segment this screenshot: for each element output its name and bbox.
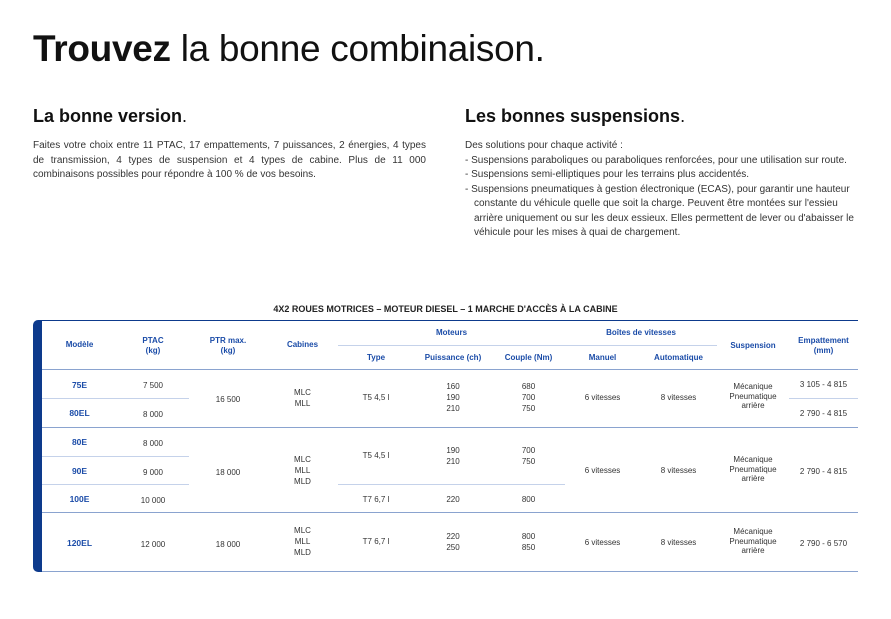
th-modele: Modèle xyxy=(65,340,94,349)
th-boites: Boîtes de vitesses xyxy=(606,328,676,337)
cabine-mlc: MLC xyxy=(294,526,311,535)
automatique-g2: 8 vitesses xyxy=(660,466,697,475)
left-title-text: La bonne version xyxy=(33,106,183,126)
suspension-line: Mécanique xyxy=(733,527,773,536)
cabine-mll: MLL xyxy=(294,399,311,408)
ptr-g2: 18 000 xyxy=(215,468,241,477)
suspension-line: Mécanique xyxy=(733,455,773,464)
couple-g2a xyxy=(492,445,565,467)
cabine-mld: MLD xyxy=(294,477,311,486)
type-g2a: T5 4,5 l xyxy=(362,451,390,460)
suspension-bullet: - Suspensions pneumatiques à gestion électronique (ECAS), pour garantir une hauteur constante du véhicule quelle que soit la charge. Peuvent être montées sur l'essieu arrière uniquement ou sur les deux essieux. Elles permettent de lever ou d'abaisser le véhicule pour les mises à quai de chargement. xyxy=(465,183,854,238)
th-ptr-unit: (kg) xyxy=(220,346,236,355)
puissance-g2a xyxy=(414,445,492,467)
suspension-g2 xyxy=(717,455,789,484)
ptr-g1: 16 500 xyxy=(215,395,241,404)
g1-bottom-border xyxy=(42,427,858,428)
th-ptac-label: PTAC xyxy=(142,336,164,345)
couple-g1 xyxy=(492,381,565,414)
th-ptr-label: PTR max. xyxy=(209,336,247,345)
suspension-bullet: - Suspensions semi-elliptiques pour les terrains plus accidentés. xyxy=(465,169,750,180)
th-ptr xyxy=(189,336,267,356)
cabine-mll: MLL xyxy=(294,537,311,546)
g2-row-divider-1 xyxy=(42,456,189,457)
type-g1: T5 4,5 l xyxy=(362,393,390,402)
suspension-line: Mécanique xyxy=(733,382,773,391)
th-cabines: Cabines xyxy=(286,340,319,349)
manuel-g3: 6 vitesses xyxy=(584,538,621,547)
couple-value: 850 xyxy=(521,543,536,552)
g1-row-divider xyxy=(42,398,189,399)
th-suspension: Suspension xyxy=(730,341,776,350)
g2-row-divider-2 xyxy=(42,484,189,485)
cabine-mll: MLL xyxy=(294,466,311,475)
th-manuel: Manuel xyxy=(588,353,617,362)
puissance-value: 210 xyxy=(446,404,460,413)
automatique-g3: 8 vitesses xyxy=(660,538,697,547)
puissance-value: 250 xyxy=(446,543,460,552)
th-automatique: Automatique xyxy=(654,353,703,362)
model-75e: 75E xyxy=(71,380,88,390)
headline-bold: Trouvez xyxy=(33,28,171,69)
empattement-75e: 3 105 - 4 815 xyxy=(799,380,848,389)
header-subline-boites xyxy=(565,345,717,346)
ptac-90e: 9 000 xyxy=(142,468,164,477)
puissance-g2b: 220 xyxy=(446,495,460,504)
suspension-line: Pneumatique xyxy=(729,536,777,546)
puissance-g1 xyxy=(414,381,492,414)
right-column-body xyxy=(465,139,865,241)
header-bottom-border xyxy=(42,369,858,370)
ptac-120el: 12 000 xyxy=(140,540,166,549)
cabine-mld: MLD xyxy=(294,548,311,557)
couple-value: 680 xyxy=(521,382,536,391)
headline-rest: la bonne combinaison. xyxy=(170,28,545,69)
g1-empattement-divider xyxy=(789,398,858,399)
right-title-text: Les bonnes suspensions xyxy=(465,106,681,126)
couple-g2b: 800 xyxy=(521,495,536,504)
ptac-80e: 8 000 xyxy=(142,439,164,448)
th-ptac-unit: (kg) xyxy=(145,346,161,355)
couple-g3 xyxy=(492,531,565,553)
empattement-g3: 2 790 - 6 570 xyxy=(799,539,848,548)
table-title: 4X2 ROUES MOTRICES – MOTEUR DIESEL – 1 MARCHE D'ACCÈS À LA CABINE xyxy=(273,304,618,314)
cabines-g1 xyxy=(267,387,338,409)
puissance-value: 190 xyxy=(446,446,460,455)
suspension-line: Pneumatique xyxy=(729,464,777,474)
specs-table xyxy=(33,320,858,572)
header-subline-moteurs xyxy=(338,345,565,346)
puissance-value: 210 xyxy=(446,457,460,466)
th-empattement-label: Empattement xyxy=(798,336,849,345)
ptr-g3: 18 000 xyxy=(215,540,241,549)
couple-value: 700 xyxy=(521,446,536,455)
th-ptac xyxy=(117,336,189,356)
th-empattement xyxy=(789,336,858,356)
suspension-bullet: - Suspensions paraboliques ou paraboliques renforcées, pour une utilisation sur route. xyxy=(465,154,847,166)
cabine-mlc: MLC xyxy=(294,455,311,464)
th-couple: Couple (Nm) xyxy=(504,353,553,362)
table-bottom-border xyxy=(42,571,858,572)
right-column-intro: Des solutions pour chaque activité : xyxy=(465,140,623,151)
cabine-mlc: MLC xyxy=(294,388,311,397)
suspension-line: arrière xyxy=(741,546,765,555)
model-120el: 120EL xyxy=(66,538,93,548)
left-column-title xyxy=(33,106,187,127)
page-headline xyxy=(33,28,545,70)
right-title-dot: . xyxy=(680,106,686,126)
model-80e: 80E xyxy=(71,437,88,447)
couple-value: 800 xyxy=(521,532,536,541)
left-title-dot: . xyxy=(182,106,188,126)
cabines-g3 xyxy=(267,525,338,558)
g2-bottom-border xyxy=(42,512,858,513)
puissance-g3 xyxy=(414,531,492,553)
suspension-g1 xyxy=(717,382,789,411)
th-puissance: Puissance (ch) xyxy=(424,353,482,362)
type-g2b: T7 6,7 l xyxy=(362,495,390,504)
suspension-line: arrière xyxy=(741,401,765,410)
suspension-line: Pneumatique xyxy=(729,391,777,401)
empattement-g2: 2 790 - 4 815 xyxy=(799,467,848,476)
left-column-text: Faites votre choix entre 11 PTAC, 17 empattements, 7 puissances, 2 énergies, 4 types de transmission, 4 types de suspension et 4 types de cabine. Plus de 11 000 combinaisons possibles pour répondre à 100 % de vos besoins. xyxy=(33,140,426,180)
automatique-g1: 8 vitesses xyxy=(660,393,697,402)
suspension-g3 xyxy=(717,527,789,556)
cabines-g2 xyxy=(267,454,338,487)
table-top-border xyxy=(42,320,858,321)
suspension-line: arrière xyxy=(741,474,765,483)
couple-value: 750 xyxy=(521,457,536,466)
manuel-g2: 6 vitesses xyxy=(584,466,621,475)
couple-value: 700 xyxy=(521,393,536,402)
ptac-100e: 10 000 xyxy=(140,496,166,505)
couple-value: 750 xyxy=(521,404,536,413)
th-type: Type xyxy=(366,353,386,362)
model-90e: 90E xyxy=(71,466,88,476)
empattement-80el: 2 790 - 4 815 xyxy=(799,409,848,418)
th-empattement-unit: (mm) xyxy=(813,346,834,355)
ptac-75e: 7 500 xyxy=(142,381,164,390)
model-80el: 80EL xyxy=(69,408,90,418)
table-accent-bar xyxy=(33,320,42,572)
th-moteurs: Moteurs xyxy=(435,328,468,337)
model-100e: 100E xyxy=(69,494,90,504)
ptac-80el: 8 000 xyxy=(142,410,164,419)
right-column-title xyxy=(465,106,685,127)
g2-engine-divider xyxy=(338,484,565,485)
type-g3: T7 6,7 l xyxy=(362,537,390,546)
manuel-g1: 6 vitesses xyxy=(584,393,621,402)
puissance-value: 220 xyxy=(446,532,460,541)
puissance-value: 160 xyxy=(446,382,460,391)
puissance-value: 190 xyxy=(446,393,460,402)
